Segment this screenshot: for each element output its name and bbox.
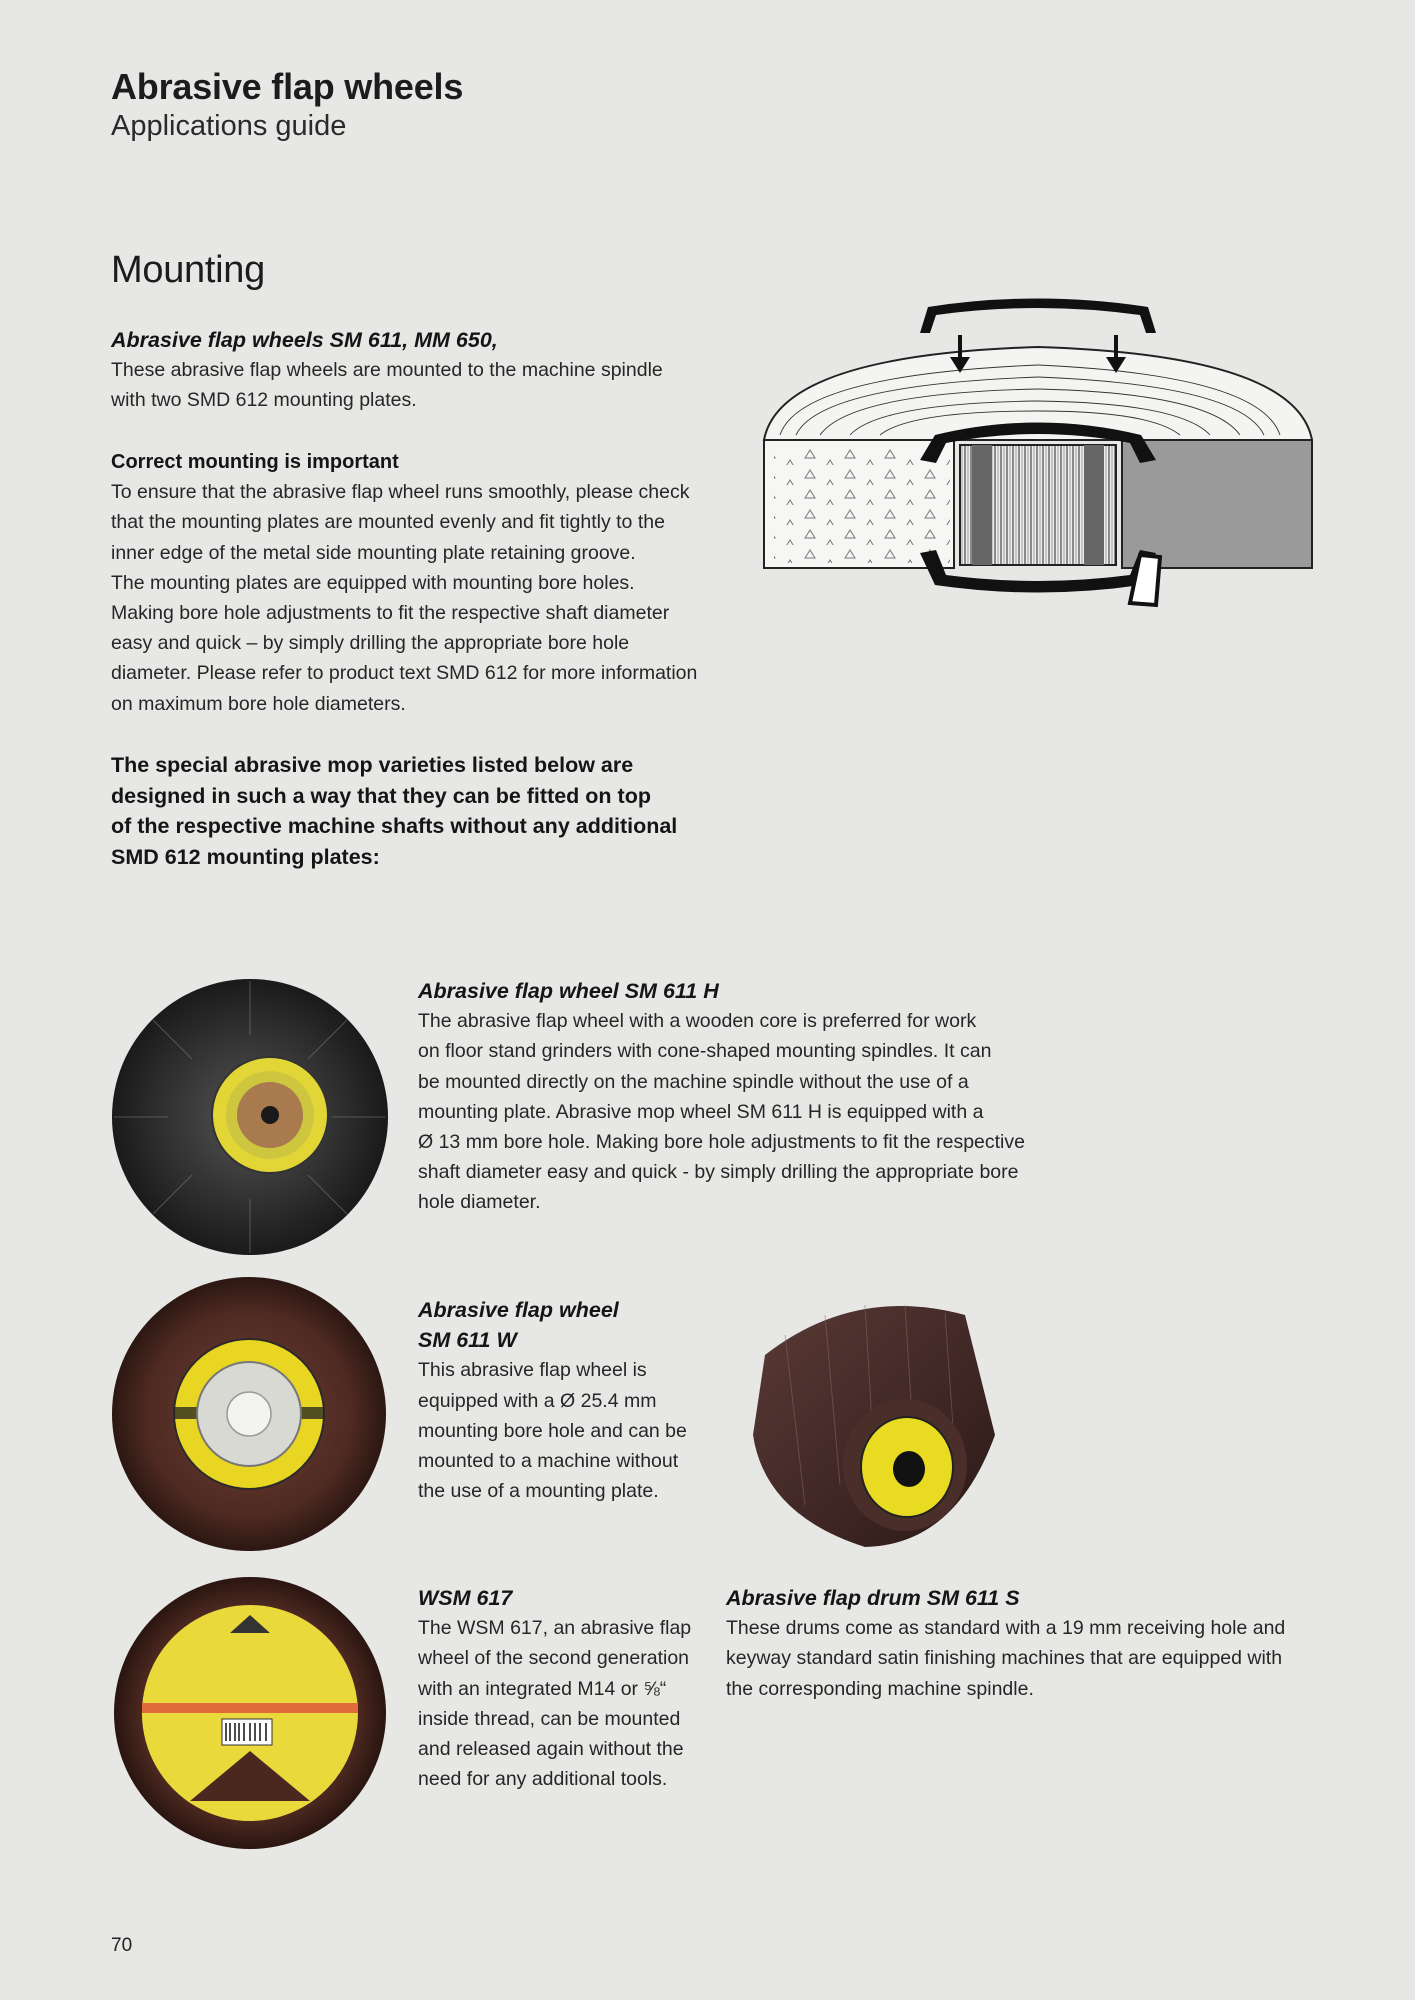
- sm611w-line: mounting bore hole and can be: [418, 1419, 687, 1442]
- sm611w-photo: [110, 1275, 388, 1553]
- wsm617-line: need for any additional tools.: [418, 1768, 668, 1791]
- wsm617-line: wheel of the second generation: [418, 1647, 690, 1670]
- special-note-line: SMD 612 mounting plates:: [111, 844, 380, 869]
- correct-mounting-line: on maximum bore hole diameters.: [111, 692, 406, 715]
- special-note-block: [111, 750, 731, 872]
- correct-mounting-line: easy and quick – by simply drilling the appropriate bore hole: [111, 632, 630, 655]
- sm611w-line: mounted to a machine without: [418, 1450, 679, 1473]
- wsm617-title: WSM 617: [418, 1586, 513, 1610]
- sm611h-text: [418, 976, 1038, 1218]
- intro-line: with two SMD 612 mounting plates.: [111, 389, 417, 412]
- correct-mounting-line: that the mounting plates are mounted evenly and fit tightly to the: [111, 511, 665, 534]
- sm611s-line: keyway standard satin finishing machines that are equipped with: [726, 1647, 1283, 1670]
- sm611h-line: The abrasive flap wheel with a wooden core is preferred for work: [418, 1010, 977, 1033]
- sm611s-line: the corresponding machine spindle.: [726, 1677, 1034, 1700]
- sm611s-text: [726, 1583, 1326, 1704]
- wsm617-line: with an integrated M14 or ⅝“: [418, 1677, 667, 1700]
- special-note-line: designed in such a way that they can be fitted on top: [111, 783, 651, 808]
- correct-mounting-block: [111, 447, 731, 719]
- sm611h-line: shaft diameter easy and quick - by simply drilling the appropriate bore: [418, 1161, 1019, 1184]
- intro-block: [111, 325, 711, 416]
- correct-mounting-heading: Correct mounting is important: [111, 451, 399, 473]
- correct-mounting-line: inner edge of the metal side mounting plate retaining groove.: [111, 541, 636, 564]
- sm611h-line: hole diameter.: [418, 1191, 541, 1214]
- page-number: 70: [111, 1935, 133, 1956]
- wsm617-line: and released again without the: [418, 1738, 684, 1761]
- correct-mounting-line: To ensure that the abrasive flap wheel runs smoothly, please check: [111, 481, 690, 504]
- intro-line: These abrasive flap wheels are mounted to the machine spindle: [111, 359, 663, 382]
- wsm617-line: inside thread, can be mounted: [418, 1707, 681, 1730]
- special-note-line: of the respective machine shafts without any additional: [111, 814, 678, 838]
- sm611h-line: on floor stand grinders with cone-shaped mounting spindles. It can: [418, 1040, 992, 1063]
- sm611s-line: These drums come as standard with a 19 mm receiving hole and: [726, 1617, 1286, 1640]
- sm611w-title: SM 611 W: [418, 1328, 517, 1353]
- sm611w-text: [418, 1295, 718, 1506]
- sm611h-line: be mounted directly on the machine spindle without the use of a: [418, 1070, 969, 1093]
- sm611s-title: Abrasive flap drum SM 611 S: [726, 1586, 1020, 1610]
- sm611w-line: the use of a mounting plate.: [418, 1480, 659, 1503]
- mounting-diagram: [760, 285, 1316, 625]
- sm611s-photo: [745, 1285, 1005, 1555]
- sm611w-title: Abrasive flap wheel: [418, 1298, 619, 1322]
- special-note-line: The special abrasive mop varieties listed below are: [111, 753, 634, 777]
- sm611h-line: mounting plate. Abrasive mop wheel SM 611 H is equipped with a: [418, 1100, 984, 1123]
- correct-mounting-line: diameter. Please refer to product text SMD 612 for more information: [111, 662, 698, 685]
- correct-mounting-line: Making bore hole adjustments to fit the respective shaft diameter: [111, 602, 670, 625]
- intro-heading: Abrasive flap wheels SM 611, MM 650,: [111, 328, 498, 352]
- sm611h-photo: [108, 975, 393, 1260]
- sm611w-line: This abrasive flap wheel is: [418, 1359, 647, 1382]
- wsm617-line: The WSM 617, an abrasive flap: [418, 1617, 692, 1640]
- sm611h-line: Ø 13 mm bore hole. Making bore hole adjustments to fit the respective: [418, 1131, 1025, 1154]
- wsm617-photo: [110, 1575, 390, 1851]
- section-heading: Mounting: [111, 249, 265, 291]
- document-subtitle: Applications guide: [111, 110, 347, 142]
- wsm617-text: [418, 1583, 718, 1794]
- sm611h-title: Abrasive flap wheel SM 611 H: [418, 979, 719, 1003]
- sm611w-line: equipped with a Ø 25.4 mm: [418, 1389, 657, 1412]
- document-title: Abrasive flap wheels: [111, 66, 464, 107]
- correct-mounting-line: The mounting plates are equipped with mounting bore holes.: [111, 571, 635, 594]
